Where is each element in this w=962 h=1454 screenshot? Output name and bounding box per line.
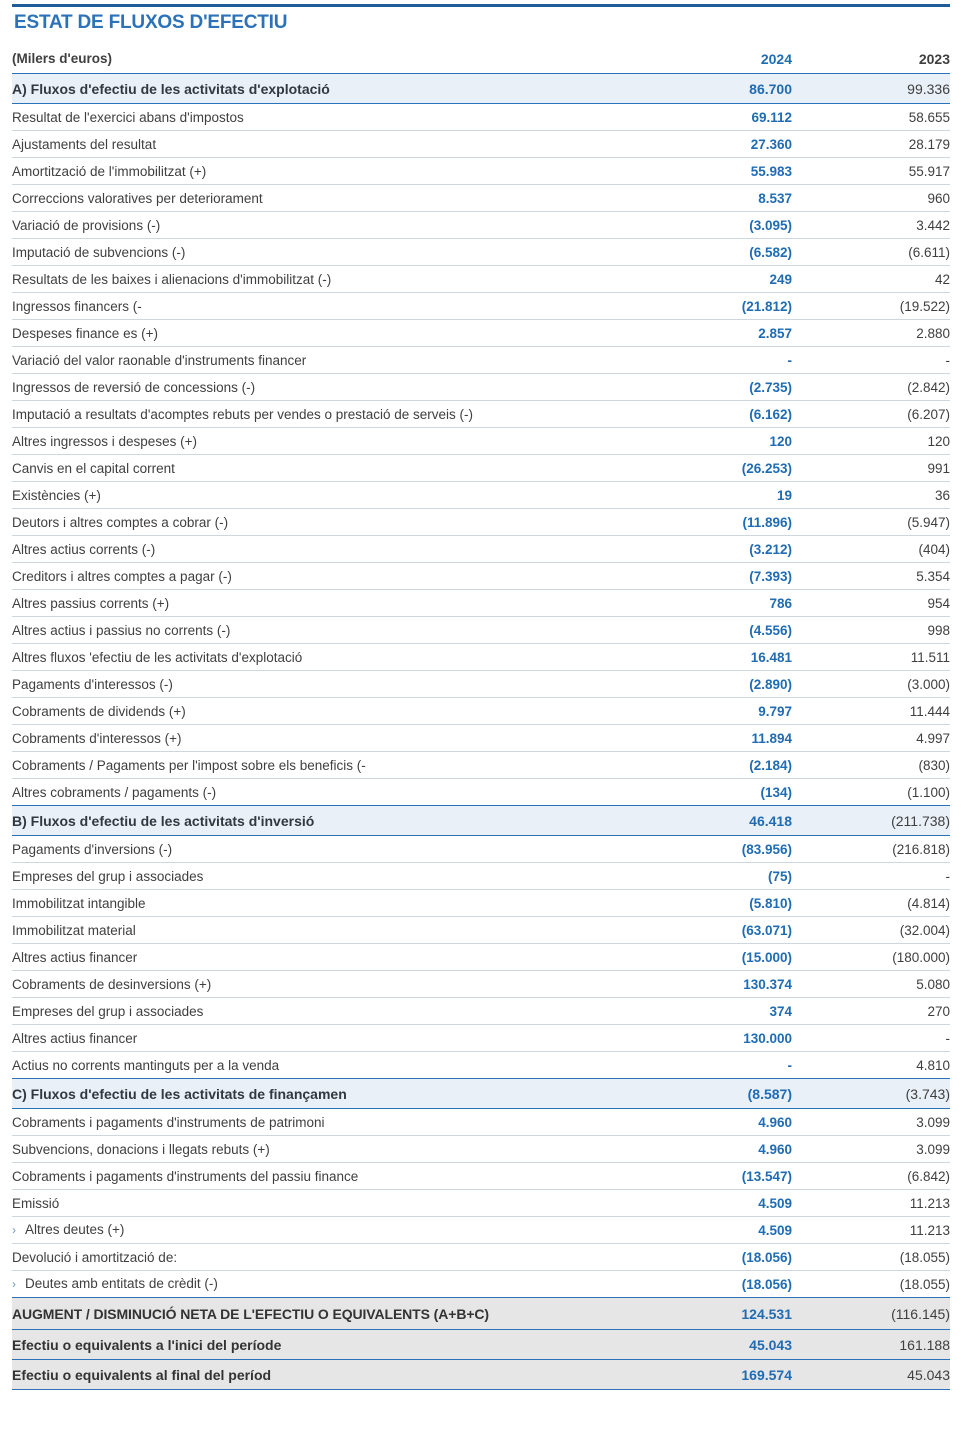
table-row — [12, 482, 950, 509]
value-2023: (6.842) — [792, 1163, 950, 1190]
row-label: Deutors i altres comptes a cobrar (-) — [12, 509, 634, 536]
value-2024: (2.184) — [634, 752, 792, 779]
row-label: Empreses del grup i associades — [12, 998, 634, 1025]
row-label: Resultat de l'exercici abans d'impostos — [12, 104, 634, 131]
value-2024: 120 — [634, 428, 792, 455]
row-label: Altres actius financer — [12, 944, 634, 971]
row-label: Canvis en el capital corrent — [12, 455, 634, 482]
table-row — [12, 185, 950, 212]
value-2023: 11.444 — [792, 698, 950, 725]
value-2023: (18.055) — [899, 1276, 950, 1292]
table-row — [12, 104, 950, 131]
table-row — [12, 944, 950, 971]
row-label: C) Fluxos d'efectiu de les activitats de finançamen — [12, 1079, 634, 1109]
row-label: Correccions valoratives per deteriorament — [12, 185, 634, 212]
table-row — [12, 836, 950, 863]
value-2024: (11.896) — [634, 509, 792, 536]
row-label: Actius no corrents mantinguts per a la venda — [12, 1057, 280, 1073]
row-label: Cobraments i pagaments d'instruments de patrimoni — [12, 1109, 634, 1136]
table-header-row — [12, 44, 950, 74]
table-row — [12, 1109, 950, 1136]
row-label: Altres actius financer — [12, 1025, 634, 1052]
units-label: (Milers d'euros) — [12, 44, 634, 74]
column-header-2023: 2023 — [792, 44, 950, 74]
value-2023: 99.336 — [792, 74, 950, 104]
value-2024: (26.253) — [634, 455, 792, 482]
value-2024: (18.056) — [741, 1276, 792, 1292]
row-label: AUGMENT / DISMINUCIÓ NETA DE L'EFECTIU O EQUIVALENTS (A+B+C) — [12, 1298, 634, 1330]
row-label: Efectiu o equivalents al final del períod — [12, 1360, 634, 1390]
value-2024: 124.531 — [634, 1298, 792, 1330]
table-row — [12, 347, 950, 374]
value-2023: 11.511 — [792, 644, 950, 671]
value-2024: 86.700 — [634, 74, 792, 104]
table-row — [12, 1217, 950, 1244]
row-label: A) Fluxos d'efectiu de les activitats d'explotació — [12, 74, 634, 104]
row-label: Ajustaments del resultat — [12, 131, 634, 158]
table-row — [12, 590, 950, 617]
value-2024: 55.983 — [634, 158, 792, 185]
value-2024: 8.537 — [634, 185, 792, 212]
value-2023: 5.354 — [792, 563, 950, 590]
table-row — [12, 536, 950, 563]
row-label: Emissió — [12, 1190, 634, 1217]
value-2023: 28.179 — [792, 131, 950, 158]
row-label: Altres cobraments / pagaments (-) — [12, 784, 217, 800]
row-label: Empreses del grup i associades — [12, 863, 634, 890]
section-header-row — [12, 1079, 950, 1109]
value-2024: (21.812) — [634, 293, 792, 320]
grand-total-row — [12, 1298, 950, 1330]
row-label: Imputació a resultats d'acomptes rebuts per vendes o prestació de serveis (-) — [12, 401, 634, 428]
value-2024: - — [787, 1057, 792, 1073]
row-label: Creditors i altres comptes a pagar (-) — [12, 563, 634, 590]
value-2024: 2.857 — [634, 320, 792, 347]
value-2024: 11.894 — [634, 725, 792, 752]
row-label: Altres passius corrents (+) — [12, 590, 634, 617]
table-row — [12, 1271, 950, 1298]
value-2024: 4.509 — [634, 1217, 792, 1244]
value-2023: (216.818) — [792, 836, 950, 863]
value-2023: 954 — [792, 590, 950, 617]
column-header-2024: 2024 — [634, 44, 792, 74]
row-label — [12, 1217, 634, 1244]
row-label: Efectiu o equivalents a l'inici del període — [12, 1330, 634, 1360]
table-row — [12, 374, 950, 401]
table-head — [12, 44, 950, 74]
table-row — [12, 239, 950, 266]
value-2023: (5.947) — [792, 509, 950, 536]
row-label: Despeses finance es (+) — [12, 320, 634, 347]
row-label — [12, 1271, 634, 1298]
value-2024: 4.509 — [634, 1190, 792, 1217]
table-row — [12, 293, 950, 320]
row-label: Immobilitzat intangible — [12, 890, 634, 917]
value-2024: (18.056) — [634, 1244, 792, 1271]
row-label: Cobraments de dividends (+) — [12, 698, 634, 725]
table-row — [12, 617, 950, 644]
value-2023: 4.810 — [916, 1057, 950, 1073]
value-2023: (404) — [792, 536, 950, 563]
value-2024: (75) — [634, 863, 792, 890]
value-2024: 786 — [634, 590, 792, 617]
table-row — [12, 212, 950, 239]
table-row — [12, 563, 950, 590]
value-2023: (2.842) — [792, 374, 950, 401]
table-row — [12, 998, 950, 1025]
row-label: Cobraments i pagaments d'instruments del passiu finance — [12, 1163, 634, 1190]
value-2023: (830) — [792, 752, 950, 779]
value-2023: - — [792, 347, 950, 374]
value-2024: (83.956) — [634, 836, 792, 863]
value-2023: 960 — [792, 185, 950, 212]
value-2024: (63.071) — [634, 917, 792, 944]
row-label: Altres actius i passius no corrents (-) — [12, 617, 634, 644]
value-2024: 249 — [634, 266, 792, 293]
section-header-row — [12, 806, 950, 836]
value-2024: (3.212) — [634, 536, 792, 563]
row-label: Variació de provisions (-) — [12, 212, 634, 239]
value-2024: 374 — [634, 998, 792, 1025]
table-row — [12, 890, 950, 917]
chevron-right-icon: › — [12, 1223, 16, 1238]
value-2024: 45.043 — [634, 1330, 792, 1360]
table-row — [12, 779, 950, 806]
value-2023: 991 — [792, 455, 950, 482]
value-2024: (6.582) — [634, 239, 792, 266]
row-label-text: Deutes amb entitats de crèdit (-) — [25, 1276, 218, 1292]
table-row — [12, 455, 950, 482]
value-2024: (15.000) — [634, 944, 792, 971]
value-2023: (32.004) — [792, 917, 950, 944]
row-label: Cobraments / Pagaments per l'impost sobre els beneficis (- — [12, 752, 634, 779]
value-2023: 998 — [792, 617, 950, 644]
cash-flow-statement-page — [0, 4, 962, 1454]
row-label: Imputació de subvencions (-) — [12, 239, 634, 266]
value-2024: - — [634, 347, 792, 374]
table-row — [12, 1052, 950, 1079]
table-row — [12, 725, 950, 752]
row-label-text: Altres deutes (+) — [25, 1222, 125, 1238]
row-label: Immobilitzat material — [12, 917, 634, 944]
value-2024: 9.797 — [634, 698, 792, 725]
value-2023: 5.080 — [792, 971, 950, 998]
balance-row — [12, 1360, 950, 1390]
value-2024: (7.393) — [634, 563, 792, 590]
row-label: B) Fluxos d'efectiu de les activitats d'inversió — [12, 806, 634, 836]
row-label: Ingressos financers (- — [12, 293, 634, 320]
row-label: Altres actius corrents (-) — [12, 536, 634, 563]
value-2023: (3.743) — [792, 1079, 950, 1109]
table-body — [12, 74, 950, 1390]
cash-flow-table — [12, 44, 950, 1391]
row-label: Altres fluxos 'efectiu de les activitats d'explotació — [12, 644, 634, 671]
row-label: Devolució i amortització de: — [12, 1244, 634, 1271]
table-row — [12, 971, 950, 998]
value-2023: 11.213 — [792, 1190, 950, 1217]
value-2023: 42 — [792, 266, 950, 293]
table-row — [12, 1025, 950, 1052]
value-2023: 36 — [792, 482, 950, 509]
value-2023: 161.188 — [792, 1330, 950, 1360]
value-2023: 3.099 — [792, 1136, 950, 1163]
table-row — [12, 266, 950, 293]
table-row — [12, 917, 950, 944]
value-2023: (19.522) — [792, 293, 950, 320]
value-2023: 120 — [792, 428, 950, 455]
value-2024: (3.095) — [634, 212, 792, 239]
row-label: Cobraments d'interessos (+) — [12, 725, 634, 752]
value-2023: 4.997 — [792, 725, 950, 752]
value-2024: 4.960 — [634, 1109, 792, 1136]
value-2023: (3.000) — [792, 671, 950, 698]
chevron-right-icon: › — [12, 1277, 16, 1292]
value-2024: 130.374 — [634, 971, 792, 998]
row-label: Cobraments de desinversions (+) — [12, 971, 634, 998]
row-label: Existències (+) — [12, 482, 634, 509]
value-2024: 4.960 — [634, 1136, 792, 1163]
table-row — [12, 320, 950, 347]
table-row — [12, 1163, 950, 1190]
value-2023: - — [792, 1025, 950, 1052]
table-row — [12, 671, 950, 698]
row-label: Pagaments d'interessos (-) — [12, 671, 634, 698]
row-label: Amortització de l'immobilitzat (+) — [12, 158, 634, 185]
value-2023: (116.145) — [792, 1298, 950, 1330]
value-2024: 69.112 — [634, 104, 792, 131]
value-2023: 3.442 — [792, 212, 950, 239]
table-row — [12, 158, 950, 185]
value-2024: 19 — [634, 482, 792, 509]
row-label: Altres ingressos i despeses (+) — [12, 428, 634, 455]
value-2023: (1.100) — [907, 784, 950, 800]
value-2023: 2.880 — [792, 320, 950, 347]
value-2024: (5.810) — [634, 890, 792, 917]
value-2024: (134) — [760, 784, 792, 800]
value-2024: (2.890) — [634, 671, 792, 698]
value-2024: 169.574 — [634, 1360, 792, 1390]
table-row — [12, 509, 950, 536]
value-2023: - — [792, 863, 950, 890]
table-row — [12, 1136, 950, 1163]
value-2023: (211.738) — [792, 806, 950, 836]
row-label: Ingressos de reversió de concessions (-) — [12, 374, 634, 401]
page-title: ESTAT DE FLUXOS D'EFECTIU — [14, 12, 288, 33]
value-2023: 58.655 — [792, 104, 950, 131]
value-2024: (8.587) — [634, 1079, 792, 1109]
value-2023: 45.043 — [792, 1360, 950, 1390]
value-2023: 270 — [792, 998, 950, 1025]
row-label: Subvencions, donacions i llegats rebuts (+) — [12, 1136, 634, 1163]
value-2024: (13.547) — [634, 1163, 792, 1190]
table-row — [12, 428, 950, 455]
value-2024: (6.162) — [634, 401, 792, 428]
row-label: Resultats de les baixes i alienacions d'immobilitzat (-) — [12, 266, 634, 293]
value-2024: 27.360 — [634, 131, 792, 158]
value-2024: (4.556) — [634, 617, 792, 644]
value-2023: (4.814) — [792, 890, 950, 917]
row-label: Pagaments d'inversions (-) — [12, 836, 634, 863]
table-row — [12, 1244, 950, 1271]
table-row — [12, 1190, 950, 1217]
value-2023: (6.611) — [792, 239, 950, 266]
value-2023: (18.055) — [792, 1244, 950, 1271]
section-header-row — [12, 74, 950, 104]
value-2024: (2.735) — [634, 374, 792, 401]
value-2023: 11.213 — [792, 1217, 950, 1244]
row-label: Variació del valor raonable d'instruments financer — [12, 347, 634, 374]
value-2023: 55.917 — [792, 158, 950, 185]
value-2023: 3.099 — [792, 1109, 950, 1136]
balance-row — [12, 1330, 950, 1360]
value-2024: 46.418 — [634, 806, 792, 836]
table-row — [12, 698, 950, 725]
value-2024: 130.000 — [634, 1025, 792, 1052]
table-row — [12, 644, 950, 671]
table-row — [12, 752, 950, 779]
value-2024: 16.481 — [634, 644, 792, 671]
table-row — [12, 863, 950, 890]
table-row — [12, 401, 950, 428]
table-row — [12, 131, 950, 158]
value-2023: (180.000) — [792, 944, 950, 971]
value-2023: (6.207) — [792, 401, 950, 428]
